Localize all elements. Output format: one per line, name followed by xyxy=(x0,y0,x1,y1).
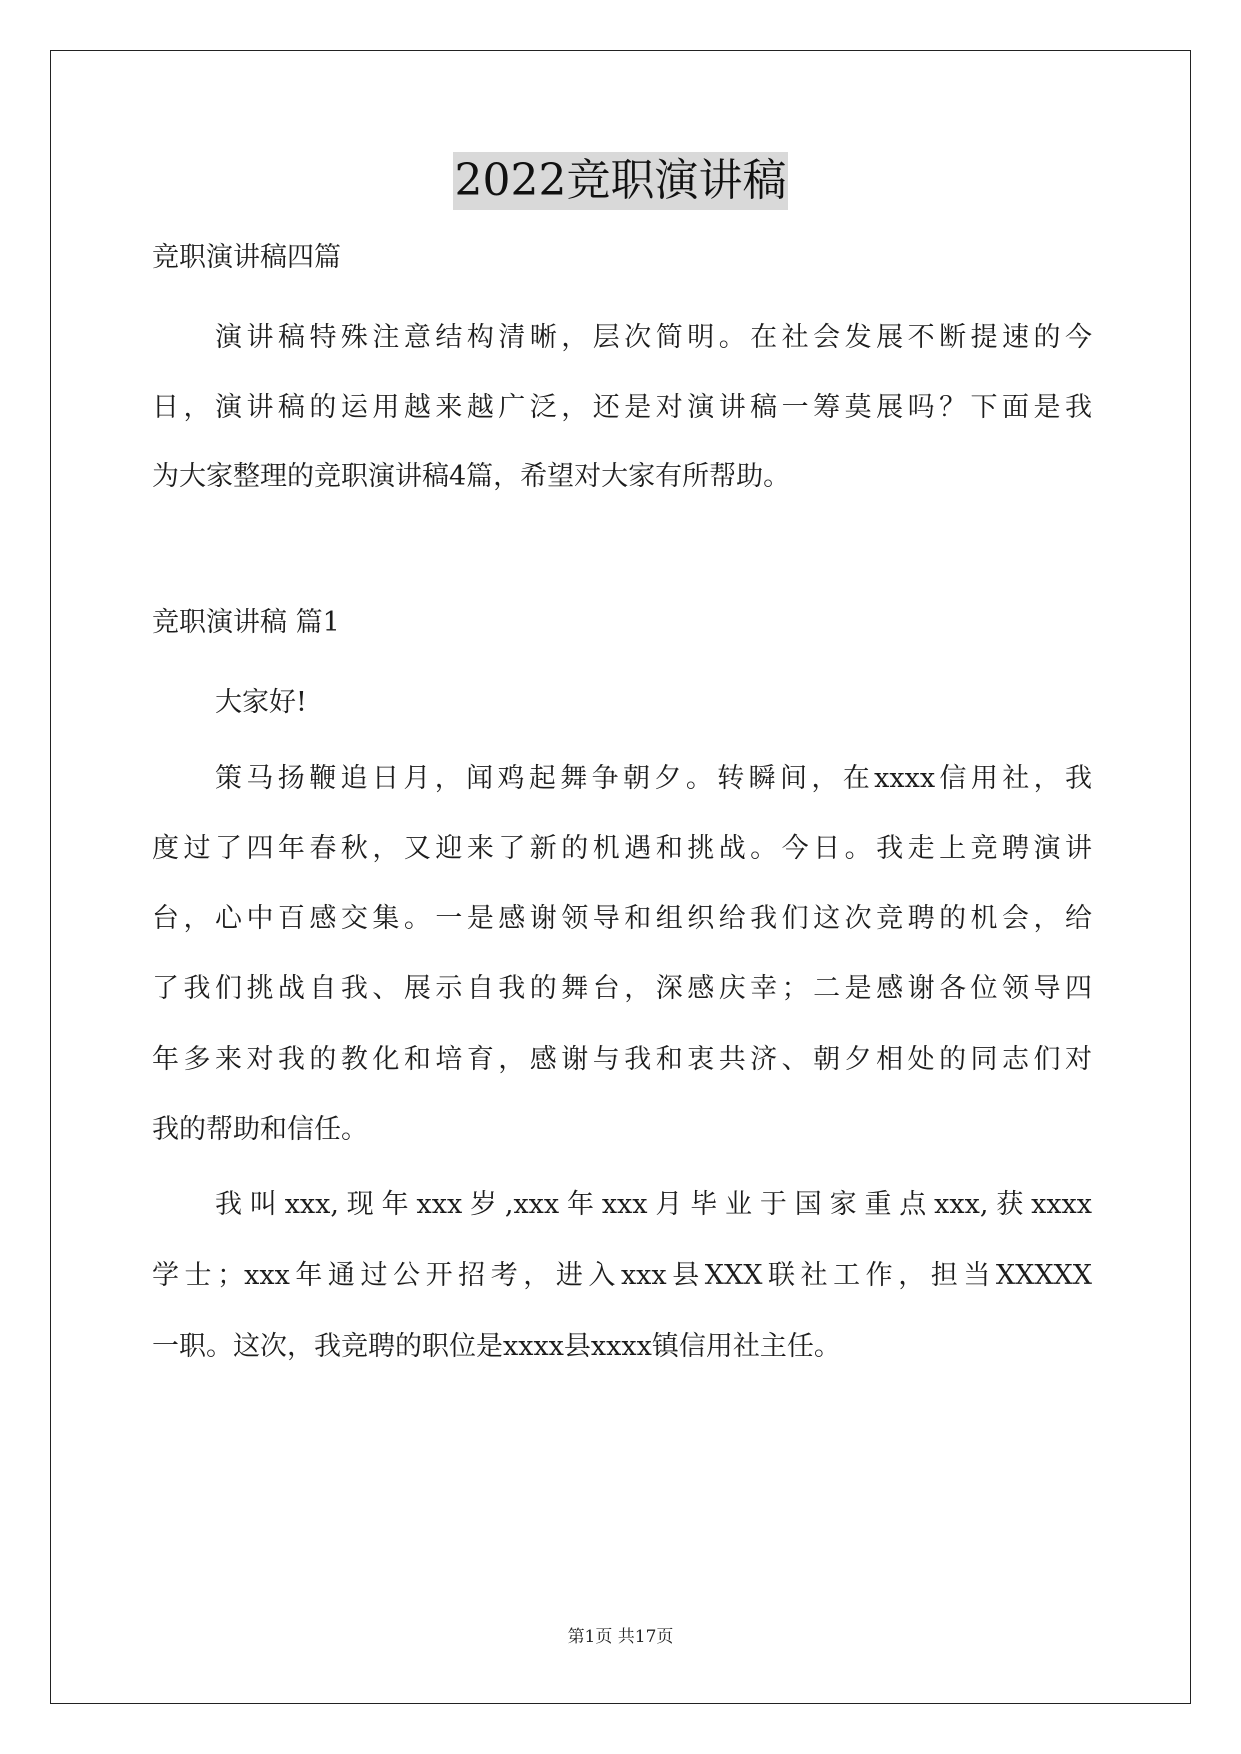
title-container xyxy=(0,152,1241,210)
intro-line-2: 日，演讲稿的运用越来越广泛，还是对演讲稿一筹莫展吗？下面是我 xyxy=(152,392,1092,423)
intro-line-3: 为大家整理的竞职演讲稿4篇，希望对大家有所帮助。 xyxy=(152,461,791,492)
section-heading: 竞职演讲稿 篇1 xyxy=(152,607,340,638)
para1-line-4: 了我们挑战自我、展示自我的舞台，深感庆幸；二是感谢各位领导四 xyxy=(152,973,1092,1004)
para1-line-3: 台，心中百感交集。一是感谢领导和组织给我们这次竞聘的机会，给 xyxy=(152,903,1092,934)
document-title: 2022竞职演讲稿 xyxy=(453,152,789,210)
para2-line-3: 一职。这次，我竞聘的职位是xxxx县xxxx镇信用社主任。 xyxy=(152,1331,841,1362)
para1-line-5: 年多来对我的教化和培育，感谢与我和衷共济、朝夕相处的同志们对 xyxy=(152,1044,1092,1075)
para1-line-6: 我的帮助和信任。 xyxy=(152,1114,368,1145)
para2-line-2: 学士；xxx年通过公开招考，进入xxx县XXX联社工作，担当XXXXX xyxy=(152,1260,1092,1291)
subtitle: 竞职演讲稿四篇 xyxy=(152,242,341,273)
para2-line-1: 我叫xxx,现年xxx岁,xxx年xxx月毕业于国家重点xxx,获xxxx xyxy=(215,1189,1092,1220)
page-number-footer: 第1页 共17页 xyxy=(567,1627,674,1647)
page-border xyxy=(50,50,1191,1704)
para1-line-2: 度过了四年春秋，又迎来了新的机遇和挑战。今日。我走上竞聘演讲 xyxy=(152,833,1092,864)
greeting: 大家好! xyxy=(215,687,307,718)
para1-line-1: 策马扬鞭追日月，闻鸡起舞争朝夕。转瞬间，在xxxx信用社，我 xyxy=(215,763,1092,794)
intro-line-1: 演讲稿特殊注意结构清晰，层次简明。在社会发展不断提速的今 xyxy=(215,322,1092,353)
